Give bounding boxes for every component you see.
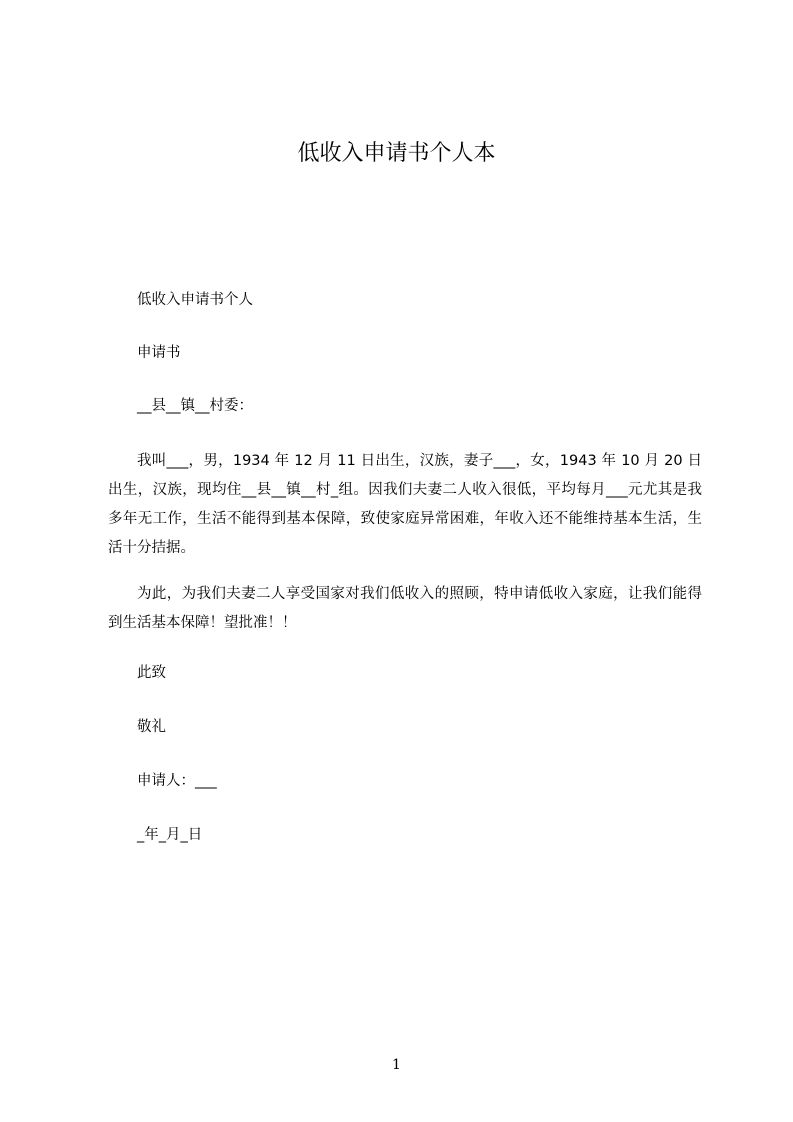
document-title: 低收入申请书个人本 (297, 141, 496, 166)
paragraph-body-2: 为此，为我们夫妻二人享受国家对我们低收入的照顾，特申请低收入家庭，让我们能得到生活基本保障！望批准！！ (108, 586, 702, 631)
paragraph-salutation: 敬礼 (137, 719, 166, 735)
paragraph-heading: 低收入申请书个人 (137, 292, 253, 308)
paragraph-addressee: __县__镇__村委： (137, 398, 253, 414)
paragraph-date: _年_月_日 (137, 827, 203, 843)
paragraph-closing: 此致 (137, 665, 166, 681)
paragraph-body-1: 我叫___，男，1934 年 12 月 11 日出生，汉族，妻子___，女，1943 年 10 月 20 日出生，汉族，现均住__县__镇__村_组。因我们夫妻二人收入很低，平均每月___元尤其是我多年无工作，生活不能得到基本保障，致使家庭异常困难，年收入还不能维持基本生活，生活十分拮据。 (108, 453, 702, 556)
paragraph-subheading: 申请书 (137, 345, 181, 361)
page-number: 1 (392, 1057, 401, 1073)
paragraph-applicant: 申请人：___ (137, 773, 217, 789)
